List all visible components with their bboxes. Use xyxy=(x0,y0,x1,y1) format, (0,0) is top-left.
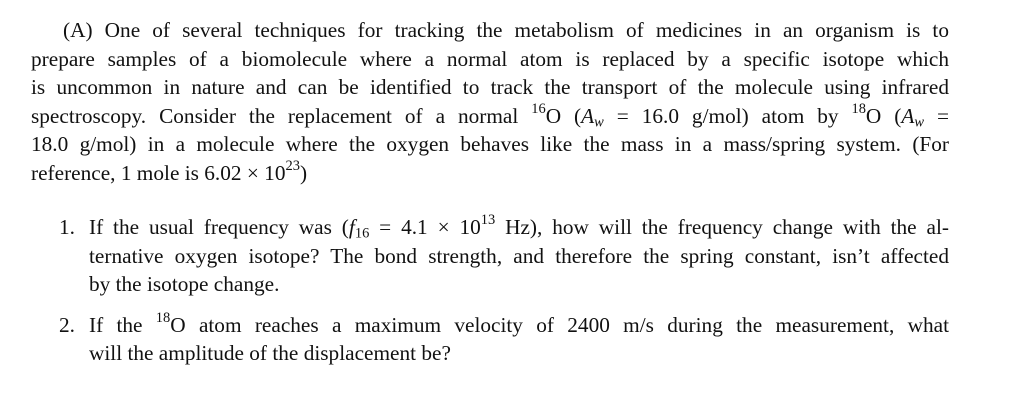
mass-subscript: w xyxy=(594,114,604,131)
intro-line-3: is uncommon in nature and can be identified to track the transport of the molecule using infrared xyxy=(31,75,949,100)
problem-intro xyxy=(31,16,949,188)
intro-line-4 xyxy=(31,102,949,131)
frequency-subscript: 16 xyxy=(354,225,370,242)
q1-text-c: Hz), how will the frequency change with the al- xyxy=(495,215,949,239)
intro-line-4-mass16: = 16.0 g/mol) atom by xyxy=(603,103,852,128)
intro-line-1: (A) One of several techniques for tracking the metabolism of medicines in an organism is to xyxy=(63,18,949,42)
mass-subscript-2: w xyxy=(914,114,925,131)
intro-line-4-o2: O ( xyxy=(865,103,902,128)
question-number-1: 1. xyxy=(59,215,75,239)
intro-line-6 xyxy=(31,159,949,188)
mass-symbol: A xyxy=(581,103,595,128)
mass-symbol-2: A xyxy=(901,103,915,128)
intro-line-6-text: reference, 1 mole is 6.02 × 10 xyxy=(31,160,286,185)
frequency-symbol: f xyxy=(348,215,355,239)
question-1-line-2: ternative oxygen isotope? The bond strength, and therefore the spring constant, isn’t affected xyxy=(89,243,949,268)
intro-line-2: prepare samples of a biomolecule where a normal atom is replaced by a specific isotope which xyxy=(31,46,949,71)
intro-line-6-close: ) xyxy=(299,160,308,185)
intro-line-5: 18.0 g/mol) in a molecule where the oxygen behaves like the mass in a mass/spring system. (For xyxy=(31,132,949,157)
q1-text-b: = 4.1 × 10 xyxy=(369,215,481,239)
question-1-line-1 xyxy=(89,213,949,242)
intro-line-4-eq: = xyxy=(924,103,949,128)
question-2-line-2: will the amplitude of the displacement be? xyxy=(89,341,451,366)
question-list xyxy=(31,213,949,368)
question-item-1 xyxy=(31,213,949,299)
q2-text-b: O atom reaches a maximum velocity of 2400 m/s during the measurement, what xyxy=(170,312,949,337)
q1-text-a: If the usual frequency was ( xyxy=(89,215,349,239)
intro-line-4-text: spectroscopy. Consider the replacement of a normal xyxy=(31,103,532,128)
isotope-18-superscript-q2: 18 xyxy=(155,310,171,327)
isotope-18-superscript: 18 xyxy=(851,101,866,118)
exponent-23: 23 xyxy=(285,158,300,175)
question-2-line-1 xyxy=(89,311,949,340)
intro-line-4-o: O ( xyxy=(545,103,582,128)
question-1-line-3: by the isotope change. xyxy=(89,272,280,297)
question-item-2 xyxy=(31,311,949,368)
isotope-16-superscript: 16 xyxy=(531,101,546,118)
q2-text-a: If the xyxy=(89,312,156,337)
question-number-2: 2. xyxy=(59,312,75,337)
exponent-13: 13 xyxy=(480,212,496,229)
